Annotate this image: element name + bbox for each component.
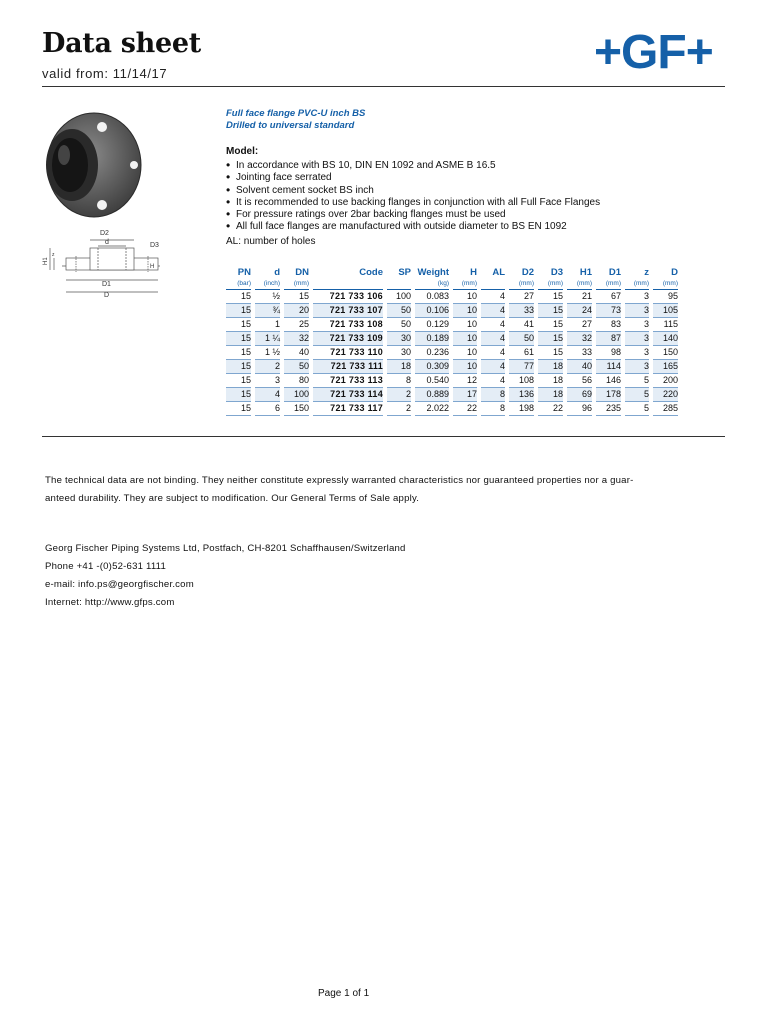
table-cell: 4 xyxy=(481,374,505,388)
disclaimer xyxy=(45,472,725,508)
table-cell: 18 xyxy=(538,388,563,402)
column-unit: (mm) xyxy=(567,278,592,290)
table-cell: 8 xyxy=(481,388,505,402)
drawing-label-h: H xyxy=(150,264,155,270)
list-item: • Jointing face serrated xyxy=(226,172,600,184)
flange-product-image xyxy=(42,110,142,220)
table-cell: 96 xyxy=(567,402,592,416)
table-cell: 15 xyxy=(226,388,251,402)
table-cell: 30 xyxy=(387,346,411,360)
table-cell: 10 xyxy=(453,360,477,374)
table-cell: 8 xyxy=(481,402,505,416)
table-cell: 4 xyxy=(481,318,505,332)
table-cell: 80 xyxy=(284,374,309,388)
column-header: SP xyxy=(398,267,411,278)
table-cell: 3 xyxy=(625,318,649,332)
table-cell: 3 xyxy=(255,374,280,388)
table-cell: 67 xyxy=(596,290,621,304)
table-cell: 10 xyxy=(453,318,477,332)
disclaimer-line1: The technical data are not binding. They neither constitute expressly warranted characteristics nor guaranteed properties nor a guar- xyxy=(45,475,634,486)
table-cell: 15 xyxy=(538,304,563,318)
table-cell: 220 xyxy=(653,388,678,402)
table-row xyxy=(226,346,678,360)
table-cell: ¾ xyxy=(255,304,280,318)
table-cell: 2 xyxy=(387,402,411,416)
list-item: • In accordance with BS 10, DIN EN 1092 and ASME B 16.5 xyxy=(226,160,600,172)
table-cell: 165 xyxy=(653,360,678,374)
column-unit xyxy=(481,278,505,290)
table-cell: 3 xyxy=(625,290,649,304)
flange-dimension-drawing xyxy=(40,226,170,298)
page-title: Data sheet xyxy=(42,28,201,59)
table-cell: 0.236 xyxy=(415,346,449,360)
table-row xyxy=(226,290,678,304)
column-header: z xyxy=(644,267,649,278)
valid-from-date: valid from: 11/14/17 xyxy=(42,66,168,81)
table-cell: 3 xyxy=(625,332,649,346)
article-code-cell: 721 733 109 xyxy=(313,332,383,346)
column-header: AL xyxy=(492,267,505,278)
article-code-cell: 721 733 114 xyxy=(313,388,383,402)
table-cell: 69 xyxy=(567,388,592,402)
table-cell: 27 xyxy=(567,318,592,332)
table-cell: 3 xyxy=(625,304,649,318)
table-cell: 4 xyxy=(481,360,505,374)
table-cell: 5 xyxy=(625,402,649,416)
table-cell: 108 xyxy=(509,374,534,388)
table-cell: 200 xyxy=(653,374,678,388)
table-cell: 15 xyxy=(538,318,563,332)
table-cell: 50 xyxy=(387,304,411,318)
phone-number: Phone +41 -(0)52-631 1111 xyxy=(45,561,167,572)
table-cell: 50 xyxy=(509,332,534,346)
table-row xyxy=(226,332,678,346)
column-unit: (inch) xyxy=(255,278,280,290)
table-cell: 17 xyxy=(453,388,477,402)
column-unit: (mm) xyxy=(625,278,649,290)
table-row xyxy=(226,402,678,416)
article-code-cell: 721 733 106 xyxy=(313,290,383,304)
article-code-cell: 721 733 113 xyxy=(313,374,383,388)
drawing-label-d: d xyxy=(105,239,109,246)
drawing-label-outer-d: D xyxy=(104,292,110,298)
table-cell: 27 xyxy=(509,290,534,304)
table-cell: 4 xyxy=(481,304,505,318)
table-header-row xyxy=(226,264,678,278)
column-unit xyxy=(387,278,411,290)
table-cell: 4 xyxy=(481,290,505,304)
column-header: PN xyxy=(237,267,251,278)
table-cell: 5 xyxy=(625,388,649,402)
table-cell: 4 xyxy=(481,332,505,346)
table-cell: 18 xyxy=(387,360,411,374)
page-indicator: Page 1 of 1 xyxy=(318,988,370,999)
table-cell: 12 xyxy=(453,374,477,388)
column-header: H1 xyxy=(579,267,592,278)
table-cell: 3 xyxy=(625,346,649,360)
table-cell: 3 xyxy=(625,360,649,374)
website-url: Internet: http://www.gfps.com xyxy=(45,597,175,608)
table-row xyxy=(226,360,678,374)
column-unit: (mm) xyxy=(653,278,678,290)
table-cell: 22 xyxy=(538,402,563,416)
list-item: • All full face flanges are manufactured with outside diameter to BS EN 1092 xyxy=(226,221,600,233)
table-cell: 15 xyxy=(226,402,251,416)
table-cell: 178 xyxy=(596,388,621,402)
table-cell: 0.189 xyxy=(415,332,449,346)
table-cell: 87 xyxy=(596,332,621,346)
product-title xyxy=(226,108,365,132)
article-code-cell: 721 733 108 xyxy=(313,318,383,332)
table-row xyxy=(226,304,678,318)
table-units-row xyxy=(226,278,678,290)
table-cell: 0.083 xyxy=(415,290,449,304)
table-cell: 10 xyxy=(453,290,477,304)
column-unit: (mm) xyxy=(284,278,309,290)
table-cell: 136 xyxy=(509,388,534,402)
product-title-line1: Full face flange PVC-U inch BS xyxy=(226,108,366,119)
table-cell: 8 xyxy=(387,374,411,388)
table-cell: 15 xyxy=(226,346,251,360)
table-cell: 30 xyxy=(387,332,411,346)
column-unit: (kg) xyxy=(415,278,449,290)
drawing-label-d3: D3 xyxy=(150,242,159,249)
table-cell: 105 xyxy=(653,304,678,318)
drawing-label-d2: D2 xyxy=(100,230,109,237)
email-address: e-mail: info.ps@georgfischer.com xyxy=(45,579,194,590)
table-cell: 15 xyxy=(284,290,309,304)
table-cell: 15 xyxy=(538,290,563,304)
article-code-cell: 721 733 111 xyxy=(313,360,383,374)
table-cell: 18 xyxy=(538,360,563,374)
column-header: D3 xyxy=(550,267,563,278)
model-heading: Model: xyxy=(226,146,259,157)
table-cell: 32 xyxy=(284,332,309,346)
table-row xyxy=(226,388,678,402)
column-header: Weight xyxy=(417,267,449,278)
column-unit: (mm) xyxy=(596,278,621,290)
table-cell: 115 xyxy=(653,318,678,332)
column-unit: (mm) xyxy=(509,278,534,290)
table-cell: 1 ¼ xyxy=(255,332,280,346)
table-cell: 4 xyxy=(481,346,505,360)
table-cell: 33 xyxy=(567,346,592,360)
column-header: H xyxy=(470,267,477,278)
table-cell: 10 xyxy=(453,332,477,346)
column-header: DN xyxy=(295,267,309,278)
list-item: • It is recommended to use backing flanges in conjunction with all Full Face Flanges xyxy=(226,197,600,209)
table-cell: 235 xyxy=(596,402,621,416)
table-cell: 24 xyxy=(567,304,592,318)
disclaimer-line2: anteed durability. They are subject to modification. Our General Terms of Sale apply. xyxy=(45,493,420,504)
drawing-label-z: z xyxy=(52,252,55,258)
table-cell: 10 xyxy=(453,346,477,360)
table-cell: 1 ½ xyxy=(255,346,280,360)
table-cell: 2 xyxy=(255,360,280,374)
column-unit: (bar) xyxy=(226,278,251,290)
table-cell: 2.022 xyxy=(415,402,449,416)
table-cell: 21 xyxy=(567,290,592,304)
article-code-cell: 721 733 117 xyxy=(313,402,383,416)
column-header: D1 xyxy=(608,267,621,278)
spec-table xyxy=(226,264,678,416)
table-cell: 150 xyxy=(653,346,678,360)
table-cell: 1 xyxy=(255,318,280,332)
table-cell: ½ xyxy=(255,290,280,304)
table-cell: 100 xyxy=(387,290,411,304)
drawing-label-d1: D1 xyxy=(102,281,111,288)
column-unit: (mm) xyxy=(538,278,563,290)
table-cell: 32 xyxy=(567,332,592,346)
table-cell: 56 xyxy=(567,374,592,388)
column-unit: (mm) xyxy=(453,278,477,290)
table-cell: 2 xyxy=(387,388,411,402)
table-cell: 15 xyxy=(226,290,251,304)
table-cell: 285 xyxy=(653,402,678,416)
table-cell: 98 xyxy=(596,346,621,360)
table-cell: 0.540 xyxy=(415,374,449,388)
article-code-cell: 721 733 110 xyxy=(313,346,383,360)
table-cell: 50 xyxy=(387,318,411,332)
header-divider xyxy=(42,86,725,87)
list-item: • Solvent cement socket BS inch xyxy=(226,185,600,197)
table-cell: 15 xyxy=(538,346,563,360)
table-cell: 33 xyxy=(509,304,534,318)
model-features-list xyxy=(226,160,600,234)
column-header: D2 xyxy=(521,267,534,278)
product-title-line2: Drilled to universal standard xyxy=(226,120,355,131)
gf-logo: +GF+ xyxy=(594,26,713,79)
company-address: Georg Fischer Piping Systems Ltd, Postfach, CH-8201 Schaffhausen/Switzerland xyxy=(45,543,406,554)
table-cell: 40 xyxy=(567,360,592,374)
content-divider xyxy=(42,436,725,437)
article-code-cell: 721 733 107 xyxy=(313,304,383,318)
table-cell: 41 xyxy=(509,318,534,332)
table-cell: 4 xyxy=(255,388,280,402)
column-header: d xyxy=(274,267,280,278)
table-cell: 198 xyxy=(509,402,534,416)
list-item: • For pressure ratings over 2bar backing flanges must be used xyxy=(226,209,600,221)
table-cell: 10 xyxy=(453,304,477,318)
table-cell: 95 xyxy=(653,290,678,304)
drawing-label-h1: H1 xyxy=(43,257,49,265)
table-cell: 15 xyxy=(226,332,251,346)
table-cell: 18 xyxy=(538,374,563,388)
table-cell: 73 xyxy=(596,304,621,318)
table-cell: 0.889 xyxy=(415,388,449,402)
table-cell: 15 xyxy=(226,360,251,374)
table-cell: 150 xyxy=(284,402,309,416)
holes-note: AL: number of holes xyxy=(226,236,316,247)
table-row xyxy=(226,374,678,388)
table-cell: 0.129 xyxy=(415,318,449,332)
table-cell: 15 xyxy=(226,318,251,332)
table-cell: 83 xyxy=(596,318,621,332)
table-cell: 0.309 xyxy=(415,360,449,374)
table-cell: 0.106 xyxy=(415,304,449,318)
table-cell: 15 xyxy=(226,374,251,388)
table-cell: 77 xyxy=(509,360,534,374)
table-cell: 6 xyxy=(255,402,280,416)
table-cell: 20 xyxy=(284,304,309,318)
table-cell: 140 xyxy=(653,332,678,346)
table-cell: 40 xyxy=(284,346,309,360)
contact-block xyxy=(45,540,406,612)
table-cell: 61 xyxy=(509,346,534,360)
table-cell: 114 xyxy=(596,360,621,374)
table-cell: 15 xyxy=(538,332,563,346)
table-cell: 100 xyxy=(284,388,309,402)
table-cell: 22 xyxy=(453,402,477,416)
table-cell: 5 xyxy=(625,374,649,388)
column-header: D xyxy=(671,267,678,278)
column-header: Code xyxy=(359,267,383,278)
table-cell: 50 xyxy=(284,360,309,374)
table-cell: 15 xyxy=(226,304,251,318)
table-cell: 146 xyxy=(596,374,621,388)
table-row xyxy=(226,318,678,332)
column-unit xyxy=(313,278,383,290)
table-cell: 25 xyxy=(284,318,309,332)
